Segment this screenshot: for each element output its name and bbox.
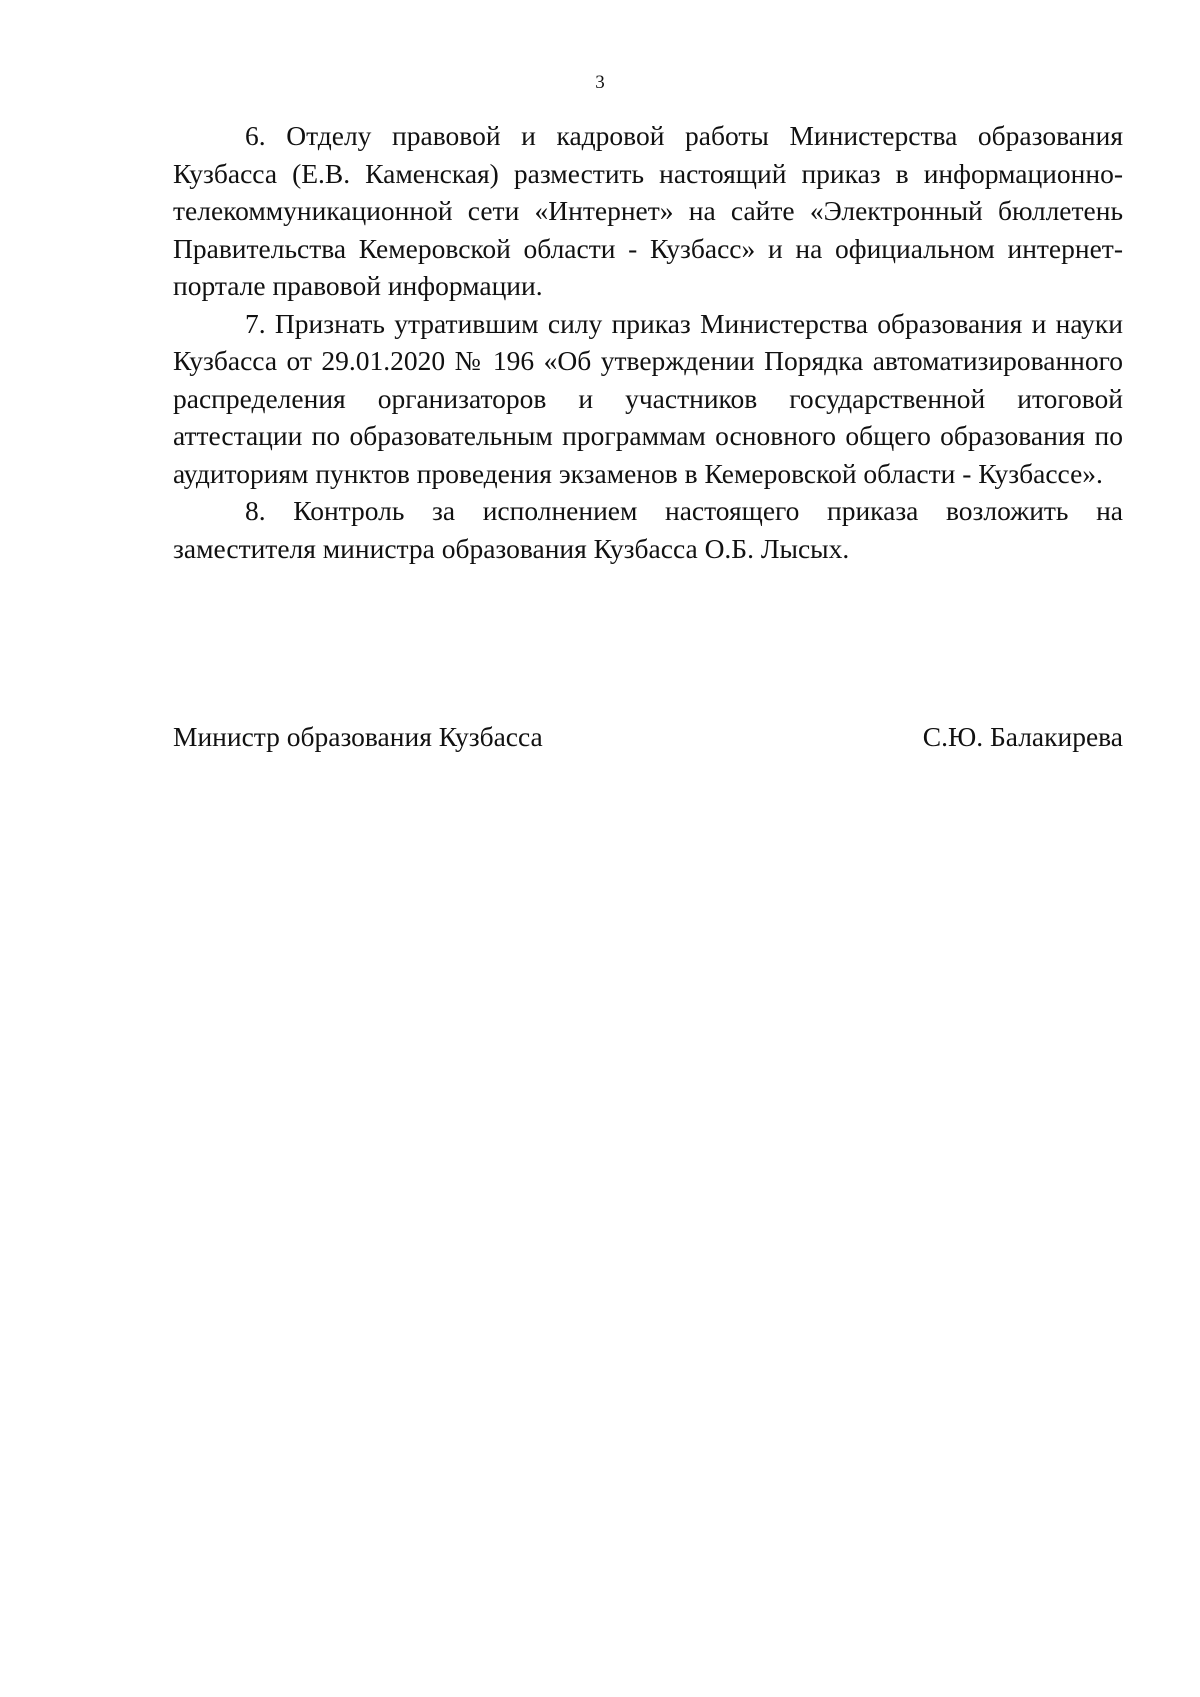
signature-block xyxy=(173,718,1123,756)
signatory-position: Министр образования Кузбасса xyxy=(173,721,543,752)
paragraph-6: 6. Отделу правовой и кадровой работы Министерства образования Кузбасса (Е.В. Каменская) разместить настоящий приказ в информационно-телекоммуникационной сети «Интернет» на сайте «Электронный бюллетень Правительства Кемеровской области - Кузбасс» и на официальном интернет-портале правовой информации. xyxy=(173,120,1123,301)
signatory-name: С.Ю. Балакирева xyxy=(922,721,1123,752)
paragraph-8: 8. Контроль за исполнением настоящего приказа возложить на заместителя министра образования Кузбасса О.Б. Лысых. xyxy=(173,495,1123,564)
page-number: 3 xyxy=(595,72,605,93)
document-body xyxy=(173,117,1123,567)
paragraph-7: 7. Признать утратившим силу приказ Министерства образования и науки Кузбасса от 29.01.2020 № 196 «Об утверждении Порядка автоматизированного распределения организаторов и участников государственной итоговой аттестации по образовательным программам основного общего образования по аудиториям пунктов проведения экзаменов в Кемеровской области - Кузбассе». xyxy=(173,307,1123,489)
